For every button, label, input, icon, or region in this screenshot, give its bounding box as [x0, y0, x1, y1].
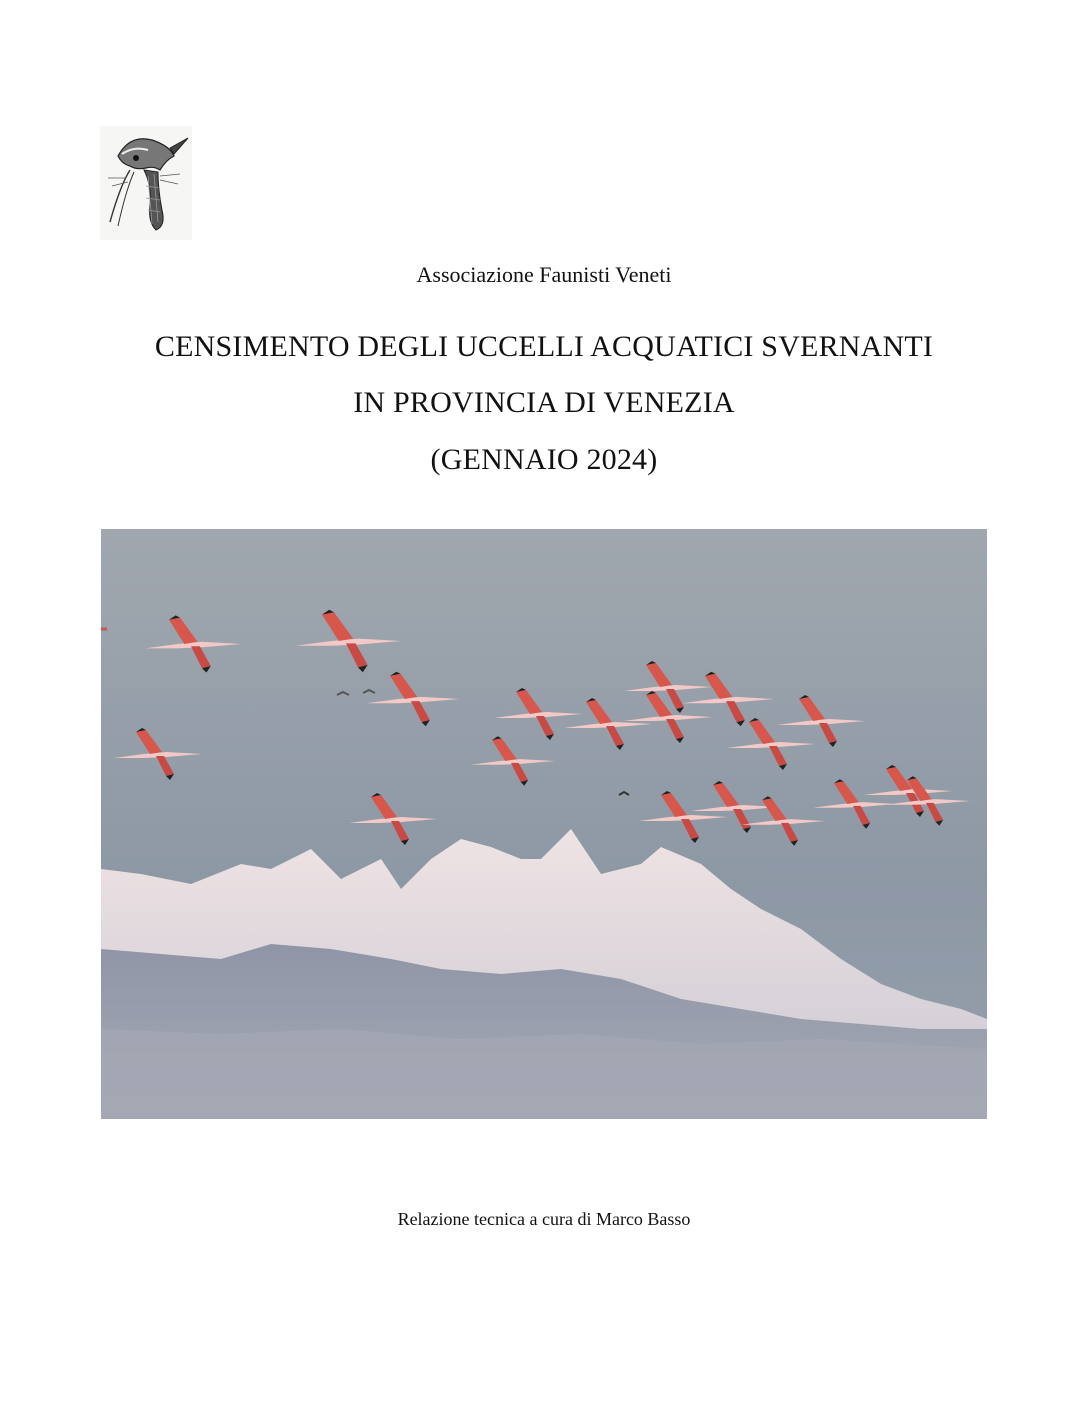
association-logo [100, 126, 192, 240]
report-title-line-3: (GENNAIO 2024) [430, 443, 658, 476]
cover-photo-flamingos [101, 529, 987, 1119]
organization-name: Associazione Faunisti Veneti [416, 262, 672, 287]
flamingos-over-mountains-image [101, 529, 987, 1119]
author-credit: Relazione tecnica a cura di Marco Basso [397, 1209, 691, 1229]
logo-animal-drawing [100, 126, 192, 240]
report-title-line-2: IN PROVINCIA DI VENEZIA [353, 386, 735, 419]
report-title-line-1: CENSIMENTO DEGLI UCCELLI ACQUATICI SVERNANTI [154, 330, 934, 363]
